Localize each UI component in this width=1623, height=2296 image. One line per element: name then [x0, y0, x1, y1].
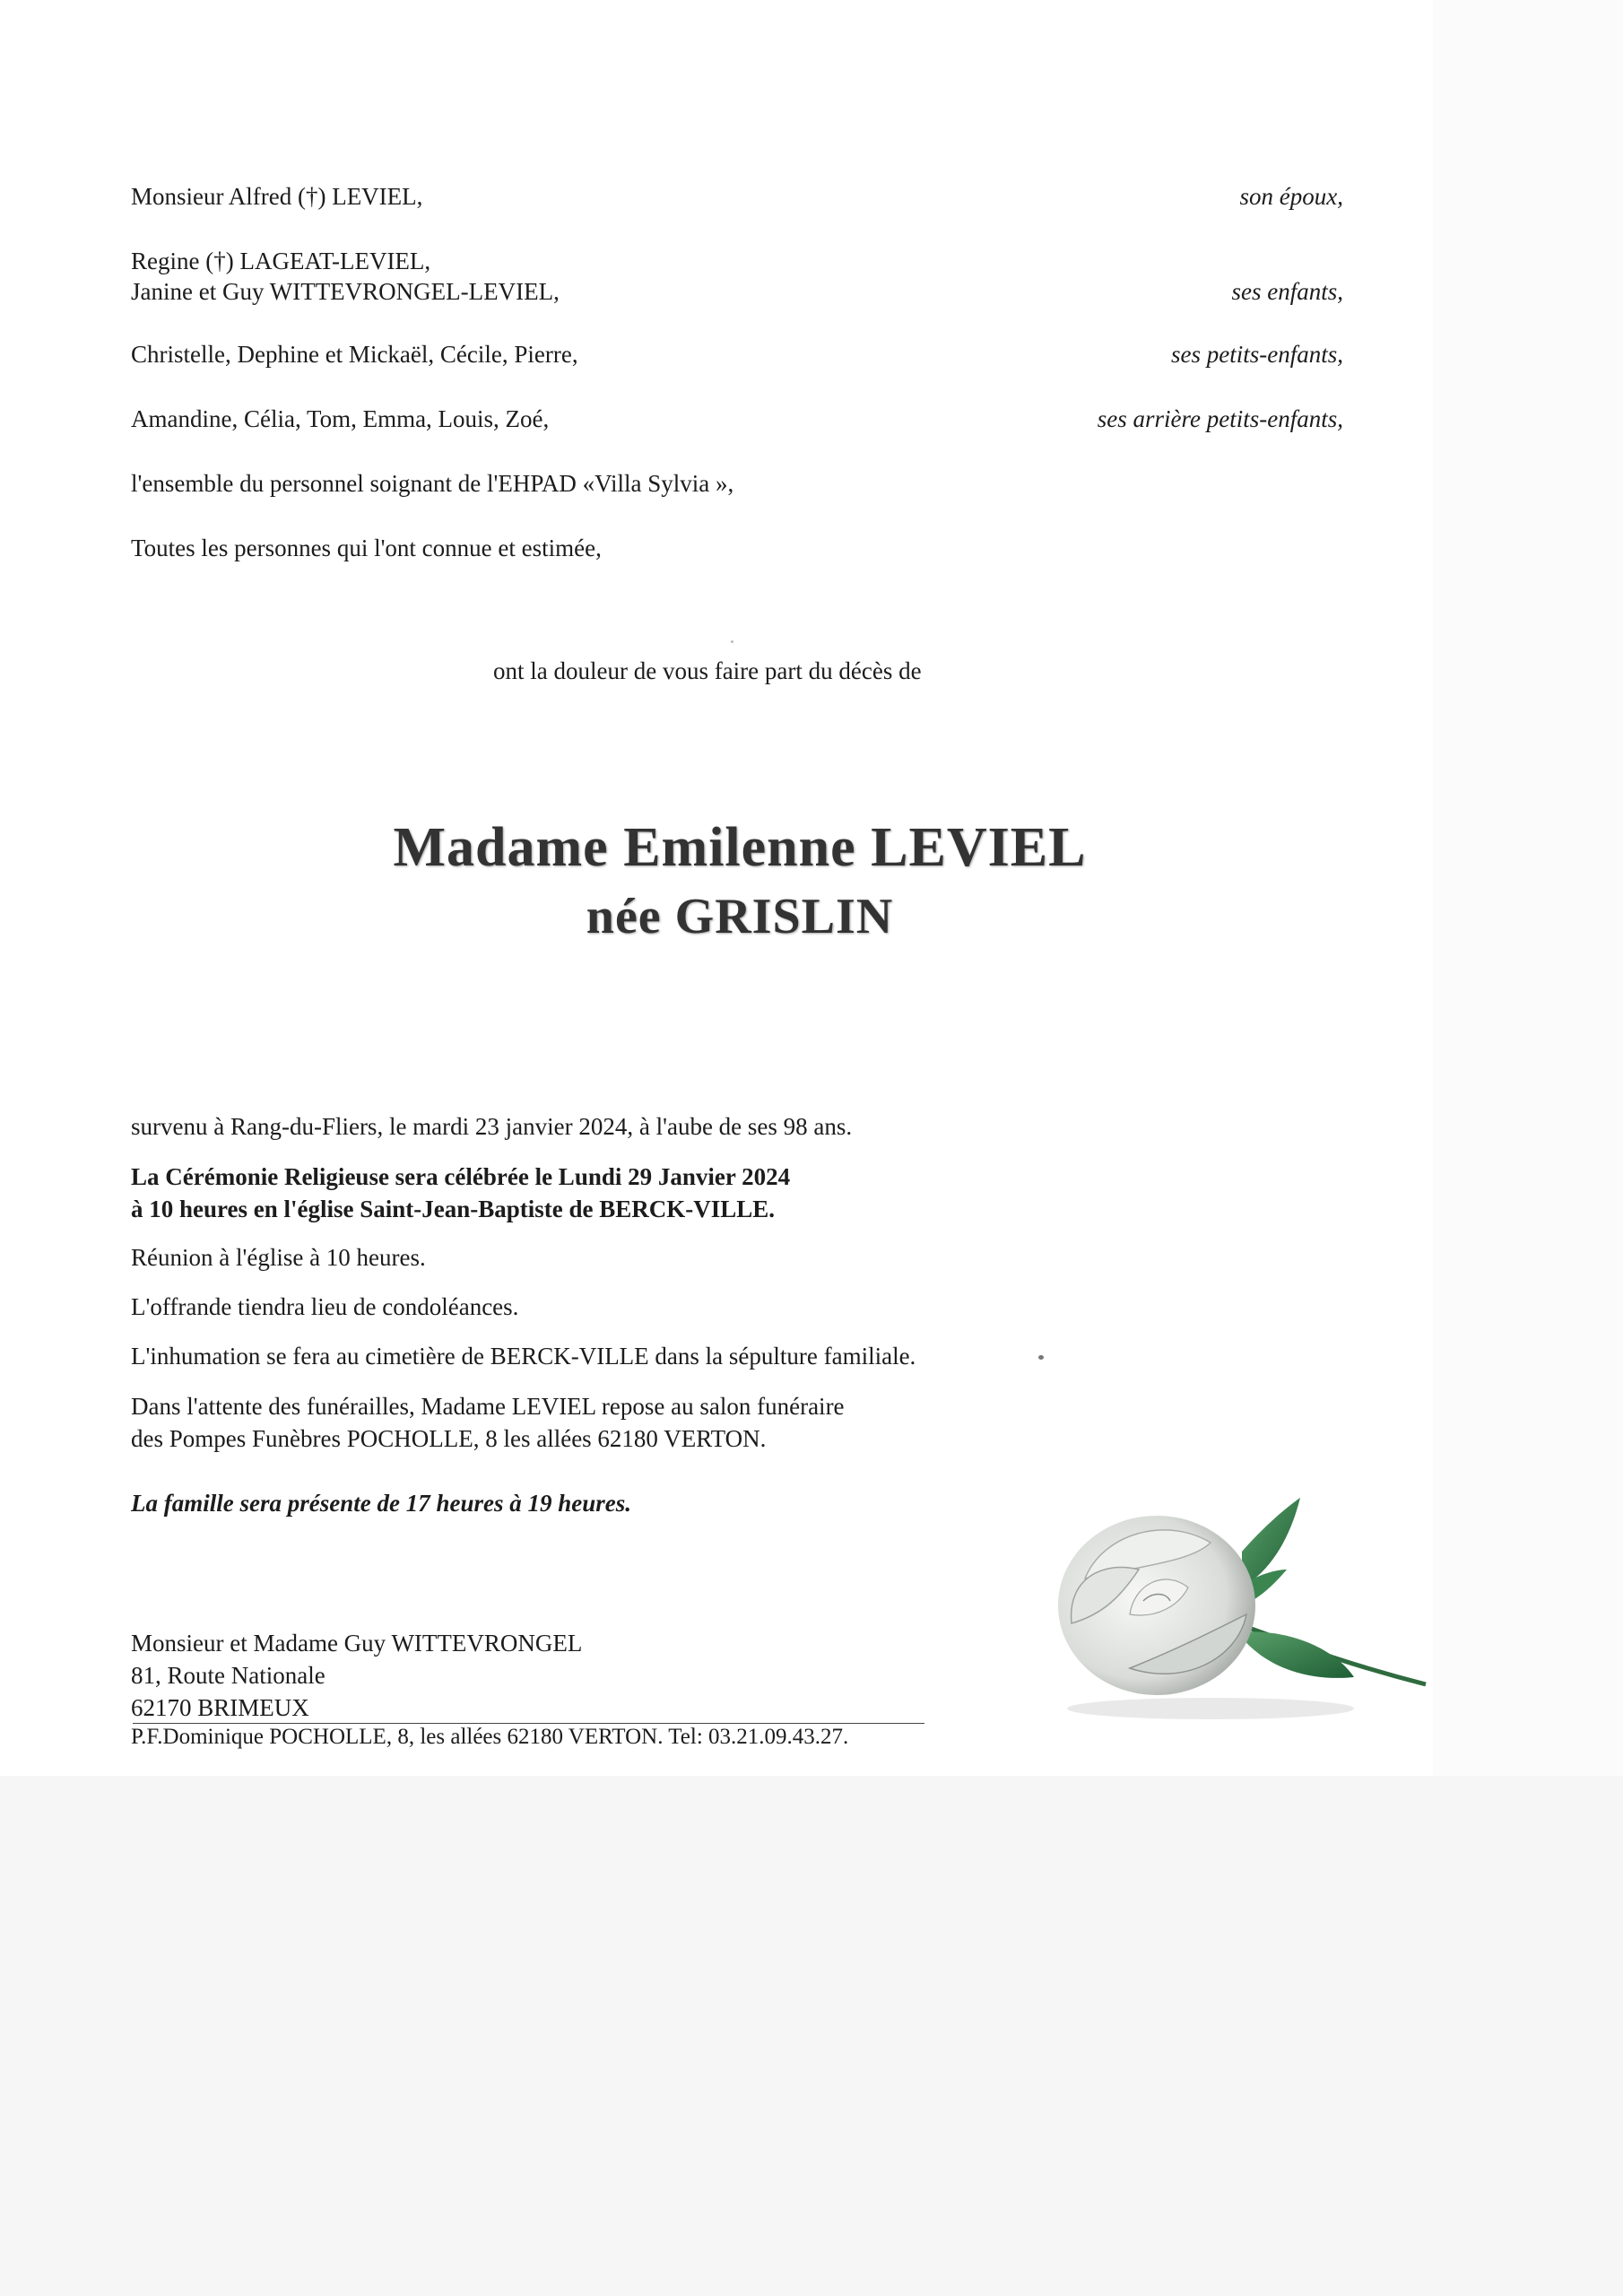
scan-background: [0, 1776, 1623, 2296]
scan-speck: [731, 640, 733, 643]
deceased-maiden-name: née GRISLIN: [586, 889, 894, 944]
burial-info: L'inhumation se fera au cimetière de BERCK-VILLE dans la sépulture familiale.: [131, 1343, 916, 1370]
white-rose-illustration: [1031, 1480, 1435, 1731]
announcement-text: ont la douleur de vous faire part du décès de: [493, 657, 922, 684]
offering-info: L'offrande tiendra lieu de condoléances.: [131, 1293, 519, 1320]
family-relation-great-grandchildren: ses arrière petits-enfants,: [1097, 405, 1343, 432]
meeting-info: Réunion à l'église à 10 heures.: [131, 1244, 426, 1271]
scan-margin: [1433, 0, 1623, 1776]
family-line-acquaintances: Toutes les personnes qui l'ont connue et estimée,: [131, 535, 602, 561]
ceremony-line-2: à 10 heures en l'église Saint-Jean-Baptiste de BERCK-VILLE.: [131, 1196, 776, 1222]
family-line-care-staff: l'ensemble du personnel soignant de l'EHPAD «Villa Sylvia »,: [131, 470, 734, 497]
family-presence: La famille sera présente de 17 heures à 19 heures.: [131, 1490, 631, 1517]
rest-info-line-2: des Pompes Funèbres POCHOLLE, 8 les allées 62180 VERTON.: [131, 1425, 767, 1452]
funeral-home-info: P.F.Dominique POCHOLLE, 8, les allées 62180 VERTON. Tel: 03.21.09.43.27.: [131, 1725, 849, 1749]
family-line-spouse-name: Monsieur Alfred (†) LEVIEL,: [131, 183, 423, 210]
ceremony-line-1: La Cérémonie Religieuse sera célébrée le Lundi 29 Janvier 2024: [131, 1163, 791, 1190]
death-details: survenu à Rang-du-Fliers, le mardi 23 janvier 2024, à l'aube de ses 98 ans.: [131, 1113, 853, 1140]
family-line-grandchildren: Christelle, Dephine et Mickaël, Cécile, Pierre,: [131, 341, 578, 368]
family-relation-spouse: son époux,: [1239, 183, 1343, 210]
address-line-3: 62170 BRIMEUX: [131, 1694, 309, 1721]
family-line-great-grandchildren: Amandine, Célia, Tom, Emma, Louis, Zoé,: [131, 405, 550, 432]
scan-speck: [1038, 1355, 1044, 1360]
family-relation-children: ses enfants,: [1231, 278, 1343, 305]
deceased-name: Madame Emilenne LEVIEL: [393, 817, 1087, 878]
family-line-children-1: Regine (†) LAGEAT-LEVIEL,: [131, 248, 431, 274]
address-line-2: 81, Route Nationale: [131, 1662, 325, 1689]
address-line-1: Monsieur et Madame Guy WITTEVRONGEL: [131, 1630, 583, 1657]
family-relation-grandchildren: ses petits-enfants,: [1171, 341, 1343, 368]
rest-info-line-1: Dans l'attente des funérailles, Madame LEVIEL repose au salon funéraire: [131, 1393, 845, 1420]
family-line-children-2: Janine et Guy WITTEVRONGEL-LEVIEL,: [131, 278, 560, 305]
